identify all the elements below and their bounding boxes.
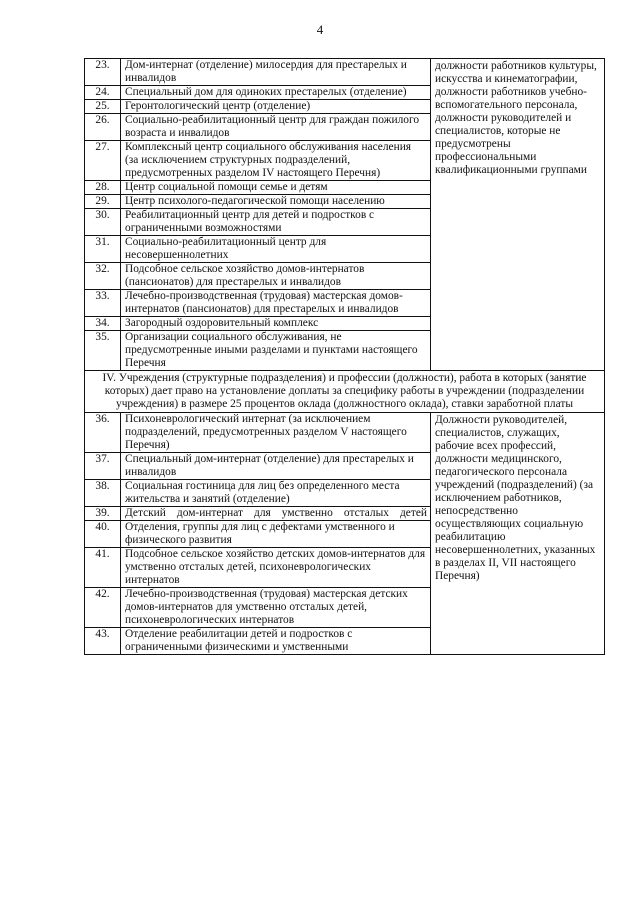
institution-name: Центр психолого-педагогической помощи населению	[121, 195, 431, 209]
row-number: 32.	[85, 263, 121, 290]
row-number: 24.	[85, 86, 121, 100]
row-number: 31.	[85, 236, 121, 263]
row-number: 39.	[85, 507, 121, 521]
table-row	[85, 413, 605, 453]
institution-name: Геронтологический центр (отделение)	[121, 100, 431, 114]
page-number: 4	[316, 22, 324, 37]
institution-name: Специальный дом-интернат (отделение) для престарелых и инвалидов	[121, 453, 431, 480]
row-number: 33.	[85, 290, 121, 317]
institution-name: Отделение реабилитации детей и подростков с ограниченными физическими и умственными	[121, 628, 431, 655]
institution-name: Детский дом-интернат для умственно отсталых детей	[121, 507, 431, 521]
institution-name: Загородный оздоровительный комплекс	[121, 317, 431, 331]
row-number: 35.	[85, 331, 121, 371]
row-number: 43.	[85, 628, 121, 655]
institution-name: Комплексный центр социального обслуживания населения (за исключением структурных подразделений, предусмотренных разделом IV настоящего Перечня)	[121, 141, 431, 181]
row-number: 36.	[85, 413, 121, 453]
row-number: 28.	[85, 181, 121, 195]
institution-name: Психоневрологический интернат (за исключением подразделений, предусмотренных разделом V настоящего Перечня)	[121, 413, 431, 453]
row-number: 42.	[85, 588, 121, 628]
section-heading-row	[85, 371, 605, 413]
positions-cell: Должности руководителей, специалистов, служащих, рабочие всех профессий, должности медицинского, педагогического персонала учреждений (подразделений) (за исключением работников, непосредственно осуществляющих социальную реабилитацию несовершеннолетних, указанных в разделах II, VII настоящего Перечня)	[431, 413, 605, 655]
institution-name: Социальная гостиница для лиц без определенного места жительства и занятий (отделение)	[121, 480, 431, 507]
institution-name: Организации социального обслуживания, не предусмотренные иными разделами и пунктами настоящего Перечня	[121, 331, 431, 371]
table-row	[85, 59, 605, 86]
institutions-table	[84, 58, 605, 655]
row-number: 40.	[85, 521, 121, 548]
row-number: 25.	[85, 100, 121, 114]
institution-name: Лечебно-производственная (трудовая) мастерская домов-интернатов (пансионатов) для престарелых и инвалидов	[121, 290, 431, 317]
row-number: 23.	[85, 59, 121, 86]
institution-name: Подсобное сельское хозяйство детских домов-интернатов для умственно отсталых детей, психоневрологических интернатов	[121, 548, 431, 588]
row-number: 37.	[85, 453, 121, 480]
section-4-heading: IV. Учреждения (структурные подразделения) и профессии (должности), работа в которых (занятие которых) дает право на установление доплаты за специфику работы в учреждении (подразделении учреждения) в размере 25 процентов оклада (должностного оклада), ставки заработной платы	[85, 371, 605, 413]
row-number: 30.	[85, 209, 121, 236]
institution-name: Отделения, группы для лиц с дефектами умственного и физического развития	[121, 521, 431, 548]
institution-name: Реабилитационный центр для детей и подростков с ограниченными возможностями	[121, 209, 431, 236]
row-number: 27.	[85, 141, 121, 181]
institution-name: Дом-интернат (отделение) милосердия для престарелых и инвалидов	[121, 59, 431, 86]
positions-cell: должности работников культуры, искусства и кинематографии, должности работников учебно-вспомогательного персонала, должности руководителей и специалистов, которые не предусмотрены профессиональными квалификационными группами	[431, 59, 605, 371]
institution-name: Социально-реабилитационный центр для граждан пожилого возраста и инвалидов	[121, 114, 431, 141]
institution-name: Подсобное сельское хозяйство домов-интернатов (пансионатов) для престарелых и инвалидов	[121, 263, 431, 290]
institution-name: Центр социальной помощи семье и детям	[121, 181, 431, 195]
row-number: 41.	[85, 548, 121, 588]
row-number: 34.	[85, 317, 121, 331]
row-number: 26.	[85, 114, 121, 141]
row-number: 38.	[85, 480, 121, 507]
institution-name: Специальный дом для одиноких престарелых (отделение)	[121, 86, 431, 100]
institution-name: Лечебно-производственная (трудовая) мастерская детских домов-интернатов для умственно отсталых детей, психоневрологических интернатов	[121, 588, 431, 628]
row-number: 29.	[85, 195, 121, 209]
institution-name: Социально-реабилитационный центр для несовершеннолетних	[121, 236, 431, 263]
